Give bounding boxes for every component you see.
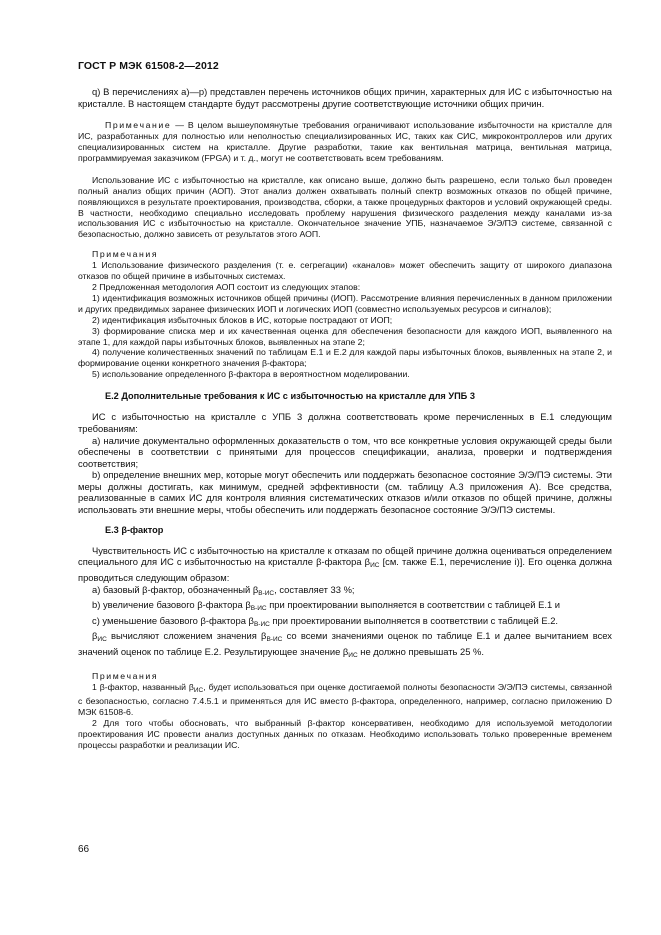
aop-paragraph: Использование ИС с избыточностью на кристалле, как описано выше, должно быть разрешено, если только был проведен полный анализ общих причин (АОП). Этот анализ должен охватывать полный спектр возможных отказов по общей причине, появляющихся в результате проектирования, производства, сборки, а также процедурных факторов и условий окружающей среды. В частности, необходимо специально исследовать проблему нарушения физического разделения между каналами из-за использования ИС с избыточностью на кристалле. Окончательное значение УПБ, назначаемое Э/Э/ПЭ системе, связанной с безопасностью, должно зависеть от результатов этого АОП.	[78, 174, 612, 240]
section-e2-title: Е.2 Дополнительные требования к ИС с избыточностью на кристалле для УПБ 3	[105, 391, 475, 402]
e2-item-b: b) определение внешних мер, которые могут обеспечить или поддержать безопасное состояние Э/Э/ПЭ системы. Эти меры должны достигать, как минимум, средней эффективности (см. таблицу А.3 приложения А). Все средства, реализованные в самих ИС для контроля влияния систематических отказов и/или отказов по общей причине, должны использовать эти внешние меры, чтобы обеспечить или поддержать безопасное состояние Э/Э/ПЭ системы.	[78, 469, 612, 516]
notes-2-step-1: 1) идентификация возможных источников общей причины (ИОП). Рассмотрение влияния перечисленных в данном приложении и других предвидимых заранее физических ИОП и логических ИОП (совместно используемых ресурсов и сигналов);	[78, 292, 612, 314]
e3-item-c	[78, 615, 612, 631]
notes-2-item-1: 1 Использование физического разделения (т. е. сегрегации) «каналов» может обеспечить защиту от широкого диапазона отказов по общей причине в избыточных системах.	[78, 260, 612, 282]
e3-p1-text: Чувствительность ИС с избыточностью на кристалле к отказам по общей причине должна оцениваться определением специального для ИС с избыточностью на кристалле β-фактора β	[78, 544, 612, 568]
e3-b-text-end: при проектировании выполняется в соответствии с таблицей Е.1 и	[266, 599, 561, 611]
notes-3-n1-text: 1 β-фактор, названный β	[92, 681, 194, 692]
e3-calculation	[78, 630, 612, 661]
beta-subscript: ИС	[370, 562, 380, 570]
notes-3-n1-text-end: , будет использоваться при оценке достигаемой полноты безопасности Э/Э/ПЭ системы, связанной с безопасностью, согласно 7.4.5.1 и применяться для ИС вместо β-фактора, определенного, например, согласно приложению D МЭК 61508-6.	[78, 681, 612, 718]
beta-subscript: В-ИС	[266, 636, 283, 644]
document-header: ГОСТ Р МЭК 61508-2—2012	[78, 60, 219, 72]
intro-paragraph: q) В перечислениях а)—р) представлен перечень источников общих причин, характерных для ИС с избыточностью на кристалле. В настоящем стандарте будут рассмотрены другие соответствующие источники общих причин.	[78, 86, 612, 109]
notes-2-step-4: 4) получение количественных значений по таблицам Е.1 и Е.2 для каждой пары избыточных блоков, выявленных на этапе 2, и формирование оценки конкретного значения β-фактора;	[78, 347, 612, 369]
beta-subscript: В-ИС	[253, 620, 270, 628]
note-1-text: — В целом вышеупомянутые требования ограничивают использование избыточности на кристалле для ИС, разработанных для полностью или неполностью специализированных ИС, таких как СИС, микроконтроллеров или других специализированных систем на кристалле. Другие разработки, такие как вентильная матрица, вентильная матрица, программируемая заказчиком (FPGA) и т. д., могут не соответствовать всем требованиям.	[78, 120, 612, 163]
notes-2-label: Примечания	[92, 249, 159, 260]
e3-d-text-2: со всеми значениями оценок по таблице Е.1 и далее вычитанием всех значений оценок по таблице Е.2. Результирующее значение β	[78, 630, 612, 658]
notes-3-item-2: 2 Для того чтобы обосновать, что выбранный β-фактор консервативен, необходимо для используемой методологии проектирования ИС провести анализ доступных данных по отказам. Необходимо использовать только проверенные временем процессы разработки и реализации ИС.	[78, 718, 612, 751]
notes-2-step-5: 5) использование определенного β-фактора в вероятностном моделировании.	[92, 369, 410, 380]
beta-subscript: ИС	[193, 686, 204, 694]
e3-a-text-end: , составляет 33 %;	[274, 583, 355, 595]
page-number: 66	[78, 844, 90, 855]
beta-subscript: В-ИС	[258, 589, 275, 597]
beta-subscript: ИС	[97, 636, 107, 644]
document-body	[78, 86, 612, 751]
notes-2-step-2: 2) идентификация избыточных блоков в ИС, которые пострадают от ИОП;	[92, 314, 393, 325]
beta-subscript: ИС	[348, 652, 358, 660]
e3-b-text: b) увеличение базового β-фактора β	[92, 599, 251, 611]
beta-symbol: β	[92, 630, 98, 642]
notes-2-item-2: 2 Предложенная методология АОП состоит из следующих этапов:	[92, 281, 361, 292]
beta-subscript: В-ИС	[250, 605, 267, 613]
e2-item-a: а) наличие документально оформленных доказательств о том, что все конкретные условия окружающей среды были обеспечены в соответствии с принятыми для процессов спецификации, анализа, проверки и подтверждения соответствия;	[78, 434, 612, 469]
notes-2-step-3: 3) формирование списка мер и их качественная оценка для обеспечения безопасности для каждого ИОП, выявленного на этапе 1, для каждой пары избыточных блоков, выявленных на этапе 2;	[78, 325, 612, 347]
e2-paragraph-1: ИС с избыточностью на кристалле с УПБ 3 должна соответствовать кроме перечисленных в Е.1 следующим требованиям:	[78, 411, 612, 434]
note-1-label: Примечание	[105, 120, 172, 131]
e3-item-b	[78, 599, 612, 615]
e3-c-text-end: при проектировании выполняется в соответствии с таблицей Е.2.	[269, 614, 559, 626]
e3-d-text: вычисляют сложением значения β	[106, 630, 267, 642]
e3-item-a	[78, 584, 612, 600]
note-1	[78, 120, 612, 164]
e3-d-text-end: не должно превышать 25 %.	[357, 646, 484, 658]
e3-paragraph-1	[78, 545, 612, 584]
e3-p1-text-end: [см. также Е.1, перечисление i)]. Его оценка должна проводиться следующим образом:	[78, 556, 612, 584]
notes-3-item-1	[78, 682, 612, 719]
e3-a-text: а) базовый β-фактор, обозначенный β	[92, 583, 259, 595]
e3-c-text: с) уменьшение базового β-фактора β	[92, 614, 254, 626]
notes-3-label: Примечания	[92, 670, 159, 681]
section-e3-title: Е.3 β-фактор	[105, 524, 164, 535]
